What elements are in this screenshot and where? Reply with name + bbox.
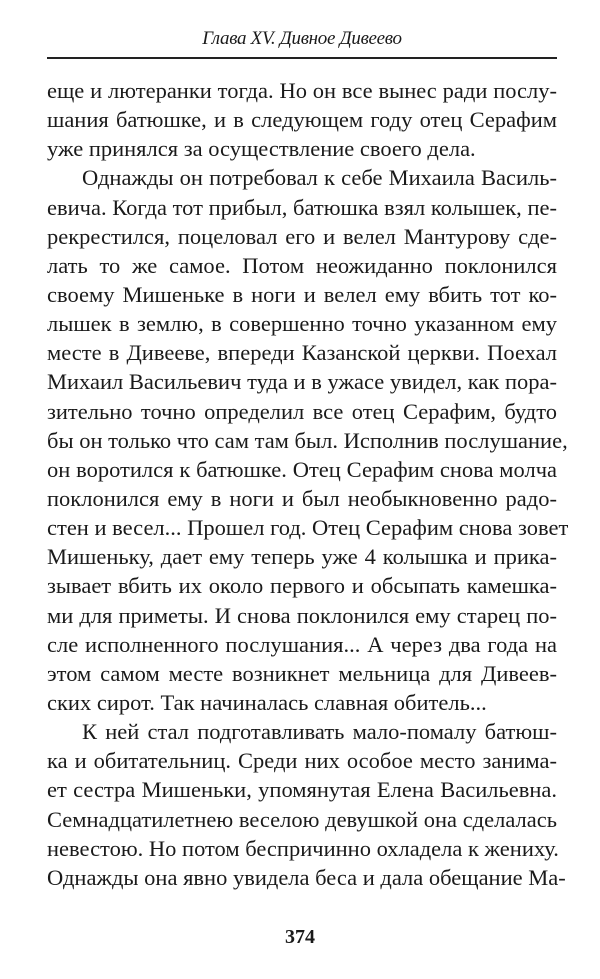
text-line: Однажды он потребовал к себе Михаила Василь- bbox=[82, 165, 557, 191]
text-line: лышек в землю, в совершенно точно указанном ему bbox=[47, 311, 557, 337]
text-line: рекрестился, поцеловал его и велел Мантурову сде- bbox=[47, 223, 557, 249]
header-rule bbox=[47, 57, 557, 59]
paragraph bbox=[47, 76, 557, 163]
running-header: Глава XV. Дивное Дивеево bbox=[202, 28, 402, 49]
text-line: ет сестра Мишеньки, упомянутая Елена Васильевна. bbox=[47, 777, 557, 803]
text-line: зительно точно определил все отец Серафим, будто bbox=[47, 398, 557, 424]
text-line: стен и весел... Прошел год. Отец Серафим снова зовет bbox=[47, 515, 569, 541]
page-number: 374 bbox=[285, 926, 315, 948]
text-line: лать то же самое. Потом неожиданно поклонился bbox=[47, 252, 557, 278]
text-line: невестою. Но потом беспричинно охладела к жениху. bbox=[47, 835, 559, 861]
text-line: еще и лютеранки тогда. Но он все вынес ради послу- bbox=[47, 78, 557, 103]
text-line: шания батюшке, и в следующем году отец Серафим bbox=[47, 107, 557, 133]
text-line: он воротился к батюшке. Отец Серафим снова молча bbox=[47, 456, 557, 482]
text-line: евича. Когда тот прибыл, батюшка взял колышек, пе- bbox=[47, 194, 557, 220]
text-line: бы он только что сам там был. Исполнив послушание, bbox=[47, 427, 568, 453]
text-line: сле исполненного послушания... А через два года на bbox=[47, 631, 557, 657]
text-line: поклонился ему в ноги и был необыкновенно радо- bbox=[47, 485, 557, 511]
text-line: зывает вбить их около первого и обсыпать камешка- bbox=[47, 573, 557, 599]
text-line: Семнадцатилетнею веселою девушкой она сделалась bbox=[47, 806, 557, 832]
text-line: ских сирот. Так начиналась славная обитель... bbox=[47, 689, 487, 715]
text-line: Однажды она явно увидела беса и дала обещание Ма- bbox=[47, 864, 566, 890]
text-line: месте в Дивееве, впереди Казанской церкви. Поехал bbox=[47, 340, 557, 366]
text-line: своему Мишеньке в ноги и велел ему вбить тот ко- bbox=[47, 281, 557, 307]
paragraph bbox=[47, 163, 569, 717]
text-line: Мишеньку, дает ему теперь уже 4 колышка и прика- bbox=[47, 544, 557, 570]
paragraph bbox=[47, 717, 566, 892]
text-line: этом самом месте возникнет мельница для Дивеев- bbox=[47, 660, 557, 686]
text-line: ми для приметы. И снова поклонился ему старец по- bbox=[47, 602, 557, 628]
text-line: уже принялся за осуществление своего дела. bbox=[47, 136, 476, 162]
text-line: ка и обитательниц. Среди них особое место занима- bbox=[47, 748, 557, 774]
page-body bbox=[47, 76, 569, 892]
text-line: Михаил Васильевич туда и в ужасе увидел, как пора- bbox=[47, 369, 557, 395]
text-line: К ней стал подготавливать мало-помалу батюш- bbox=[82, 719, 557, 745]
